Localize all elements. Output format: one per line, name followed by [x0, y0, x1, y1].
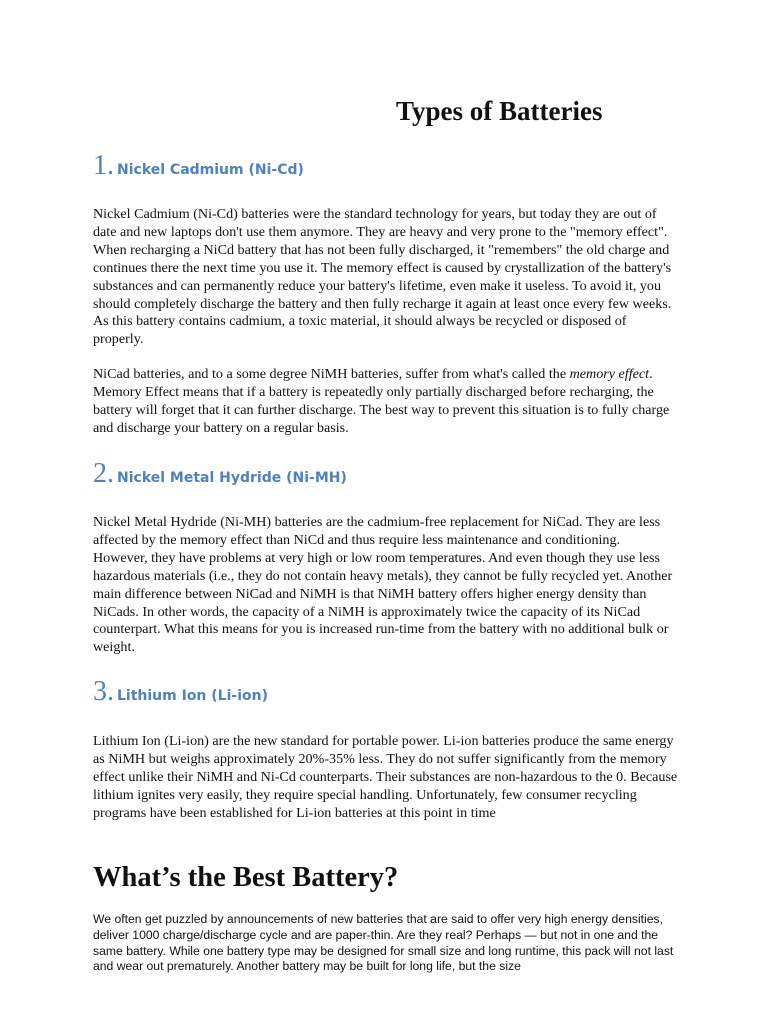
- section-heading-nicd: [93, 150, 304, 182]
- paragraph-memory-effect: [93, 366, 678, 438]
- page-title: Types of Batteries: [396, 96, 603, 126]
- section-number: 3.: [93, 676, 114, 707]
- memory-para-text-after: . Memory Effect means that if a battery is repeatedly only partially discharged before recharging, the battery will forget that it can further discharge. The best way to prevent this situation is to fully charge and discharge your battery on a regular basis.: [93, 366, 670, 436]
- section-title: Lithium Ion (Li-ion): [117, 688, 268, 704]
- section-number: 2.: [93, 458, 114, 489]
- best-battery-heading: What’s the Best Battery?: [93, 862, 399, 893]
- paragraph-nicd-intro: Nickel Cadmium (Ni-Cd) batteries were the standard technology for years, but today they are out of date and new laptops don't use them anymore. They are heavy and very prone to the "memory effect". When recharging a NiCd battery that has not been fully discharged, it "remembers" the old charge and continues there the next time you use it. The memory effect is caused by crystallization of the battery's substances and can permanently reduce your battery's lifetime, even make it useless. To avoid it, you should completely discharge the battery and then fully recharge it again at least once every few weeks. As this battery contains cadmium, a toxic material, it should always be recycled or disposed of properly.: [93, 206, 672, 348]
- section-title: Nickel Cadmium (Ni-Cd): [117, 162, 304, 178]
- section-heading-nimh: [93, 458, 347, 490]
- paragraph-nimh: Nickel Metal Hydride (Ni-MH) batteries are the cadmium-free replacement for NiCad. They are less affected by the memory effect than NiCd and thus require less maintenance and conditioning. However, they have problems at very high or low room temperatures. And even though they use less hazardous materials (i.e., they do not contain heavy metals), they cannot be fully recycled yet. Another main difference between NiCad and NiMH is that NiMH battery offers higher energy density than NiCads. In other words, the capacity of a NiMH is approximately twice the capacity of its NiCad counterpart. What this means for you is increased run-time from the battery with no additional bulk or weight.: [93, 514, 673, 656]
- section-title: Nickel Metal Hydride (Ni-MH): [117, 470, 347, 486]
- memory-para-text-before: NiCad batteries, and to a some degree NiMH batteries, suffer from what's called the: [93, 366, 570, 382]
- memory-effect-emphasis: memory effect: [569, 366, 650, 382]
- paragraph-best-battery: We often get puzzled by announcements of new batteries that are said to offer very high energy densities, deliver 1000 charge/discharge cycle and are paper-thin. Are they real? Perhaps — but not in one and the same battery. While one battery type may be designed for small size and long runtime, this pack will not last and wear out prematurely. Another battery may be built for long life, but the size: [93, 912, 674, 974]
- section-heading-liion: [93, 676, 268, 708]
- section-number: 1.: [93, 150, 114, 181]
- paragraph-liion: Lithium Ion (Li-ion) are the new standard for portable power. Li-ion batteries produce the same energy as NiMH but weighs approximately 20%-35% less. They do not suffer significantly from the memory effect unlike their NiMH and Ni-Cd counterparts. Their substances are non-hazardous to the 0. Because lithium ignites very easily, they require special handling. Unfortunately, few consumer recycling programs have been established for Li-ion batteries at this point in time: [93, 733, 678, 821]
